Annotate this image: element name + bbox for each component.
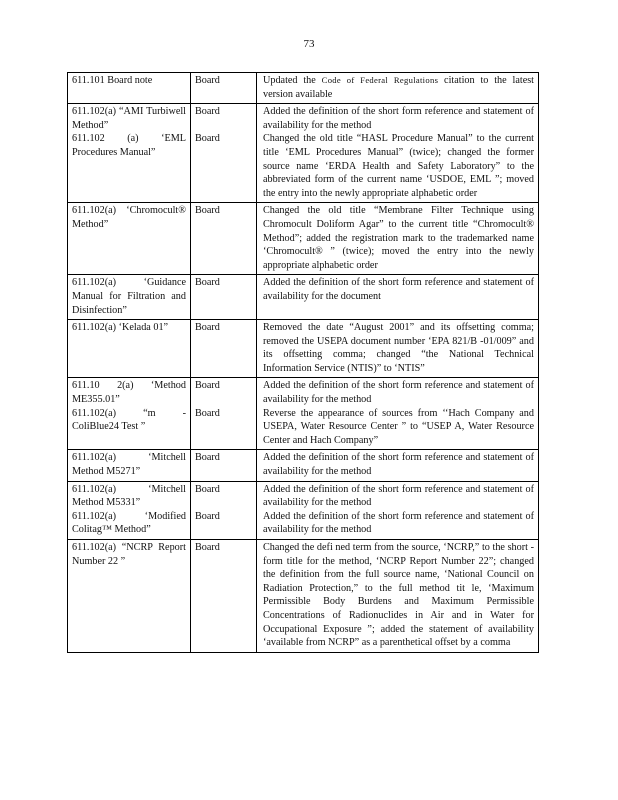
source-label: Board bbox=[195, 106, 220, 118]
description-cell bbox=[257, 203, 539, 275]
section-ref: 611.102(a) “m - ColiBlue24 Test ” bbox=[72, 407, 186, 433]
source-label: Board bbox=[195, 407, 220, 419]
cfr-citation: Code of Federal Regulations bbox=[321, 75, 439, 85]
description-cell bbox=[257, 275, 539, 320]
section-ref: 611.102(a) ‘Kelada 01” bbox=[72, 322, 169, 334]
amendments-table bbox=[67, 72, 539, 653]
table-row bbox=[68, 73, 539, 104]
description-cell bbox=[257, 104, 539, 203]
description-cell bbox=[257, 481, 539, 539]
source-label: Board bbox=[195, 542, 220, 553]
table-row bbox=[68, 104, 539, 203]
description-text: Added the definition of the short form reference and statement of availability for the method bbox=[263, 106, 534, 131]
section-cell bbox=[68, 450, 191, 481]
section-ref: 611.102(a) ‘Chromocult® Method” bbox=[72, 205, 186, 230]
source-label: Board bbox=[195, 75, 220, 86]
description-text: Added the definition of the short form reference and statement of availability for the method bbox=[263, 510, 534, 536]
description-cell bbox=[257, 320, 539, 378]
source-label: Board bbox=[195, 483, 220, 495]
description-text: Changed the old title “Membrane Filter Technique using Chromocult Doliform Agar” to the current title “Chromocult® Method”; added the registration mark to the trademarked name ‘Chromocult® ” (twice); moved the entry into the newly appropriate alphabetic order bbox=[263, 205, 534, 271]
description-cell bbox=[257, 540, 539, 653]
section-ref: 611.10 2(a) ‘Method ME355.01” bbox=[72, 380, 186, 406]
source-cell bbox=[191, 320, 257, 378]
description-text: Added the definition of the short form reference and statement of availability for the method bbox=[263, 483, 534, 509]
source-label: Board bbox=[195, 510, 220, 522]
description-text: Added the definition of the short form reference and statement of availability for the document bbox=[263, 277, 534, 302]
table-row bbox=[68, 540, 539, 653]
section-cell bbox=[68, 203, 191, 275]
table-row bbox=[68, 203, 539, 275]
description-text: Removed the date “August 2001” and its offsetting comma; removed the USEPA document number ‘EPA 821/B -01/009” and its offsetting comma; changed “the National Technical Information Service (NTIS)” to ‘NTIS” bbox=[263, 322, 534, 374]
source-label: Board bbox=[195, 452, 220, 464]
source-label: Board bbox=[195, 322, 220, 334]
section-cell bbox=[68, 540, 191, 653]
source-cell bbox=[191, 203, 257, 275]
section-cell bbox=[68, 275, 191, 320]
description-text: Changed the old title “HASL Procedure Manual” to the current title ‘EML Procedures Manual” (twice); changed the former source name ‘ERDA Health and Safety Laboratory” to the abbreviated form of the current name ‘USDOE, EML ”; moved the entry into the newly appropriate alphabetic order bbox=[263, 133, 534, 199]
source-cell bbox=[191, 378, 257, 450]
description-cell bbox=[257, 73, 539, 104]
source-label: Board bbox=[195, 133, 220, 145]
source-cell bbox=[191, 481, 257, 539]
source-cell bbox=[191, 275, 257, 320]
table-row bbox=[68, 275, 539, 320]
table-row bbox=[68, 378, 539, 450]
page-number: 73 bbox=[303, 38, 315, 50]
description-text: Added the definition of the short form reference and statement of availability for the method bbox=[263, 380, 534, 406]
section-cell bbox=[68, 104, 191, 203]
section-ref: 611.102(a) ‘Mitchell Method M5271” bbox=[72, 452, 186, 478]
section-ref: 611.102(a) ‘Mitchell Method M5331” bbox=[72, 483, 186, 509]
source-label: Board bbox=[195, 277, 220, 289]
section-ref: 611.102(a) “AMI Turbiwell Method” bbox=[72, 106, 186, 131]
section-cell bbox=[68, 320, 191, 378]
table-row bbox=[68, 450, 539, 481]
section-ref: 611.102(a) “NCRP Report Number 22 ” bbox=[72, 542, 186, 567]
source-label: Board bbox=[195, 380, 220, 392]
source-cell bbox=[191, 104, 257, 203]
section-ref: 611.101 Board note bbox=[72, 75, 153, 86]
description-text: Added the definition of the short form reference and statement of availability for the method bbox=[263, 452, 534, 478]
description-cell bbox=[257, 450, 539, 481]
section-ref: 611.102 (a) ‘EML Procedures Manual” bbox=[72, 133, 186, 158]
description-text: Reverse the appearance of sources from ‘‘Hach Company and USEPA, Water Resource Center ” to “USEP A, Water Resource Center and Hach Company” bbox=[263, 407, 534, 446]
section-ref: 611.102(a) ‘Guidance Manual for Filtration and Disinfection” bbox=[72, 277, 186, 316]
section-cell bbox=[68, 481, 191, 539]
description-cell bbox=[257, 378, 539, 450]
source-cell bbox=[191, 540, 257, 653]
description-text: Changed the defi ned term from the source, ‘NCRP,” to the short -form title for the method, ‘NCRP Report Number 22”; changed the definition from the full source name, ‘National Council on Radiation Protection,” to the full method tit le, ‘Maximum Permissible Body Burdens and Maximum Permissible Concentrations of Radionuclides in Air and in Water for Occupational Exposure ”; added the statement of availability ‘available from NCRP” as a parenthetical offset by a comma bbox=[263, 542, 534, 649]
section-cell bbox=[68, 73, 191, 104]
table-row bbox=[68, 481, 539, 539]
source-cell bbox=[191, 450, 257, 481]
section-cell bbox=[68, 378, 191, 450]
source-cell bbox=[191, 73, 257, 104]
section-ref: 611.102(a) ‘Modified Colitag™ Method” bbox=[72, 510, 186, 536]
description-text: Updated the Code of Federal Regulations citation to the latest version available bbox=[263, 75, 535, 100]
table-row bbox=[68, 320, 539, 378]
source-label: Board bbox=[195, 205, 220, 217]
